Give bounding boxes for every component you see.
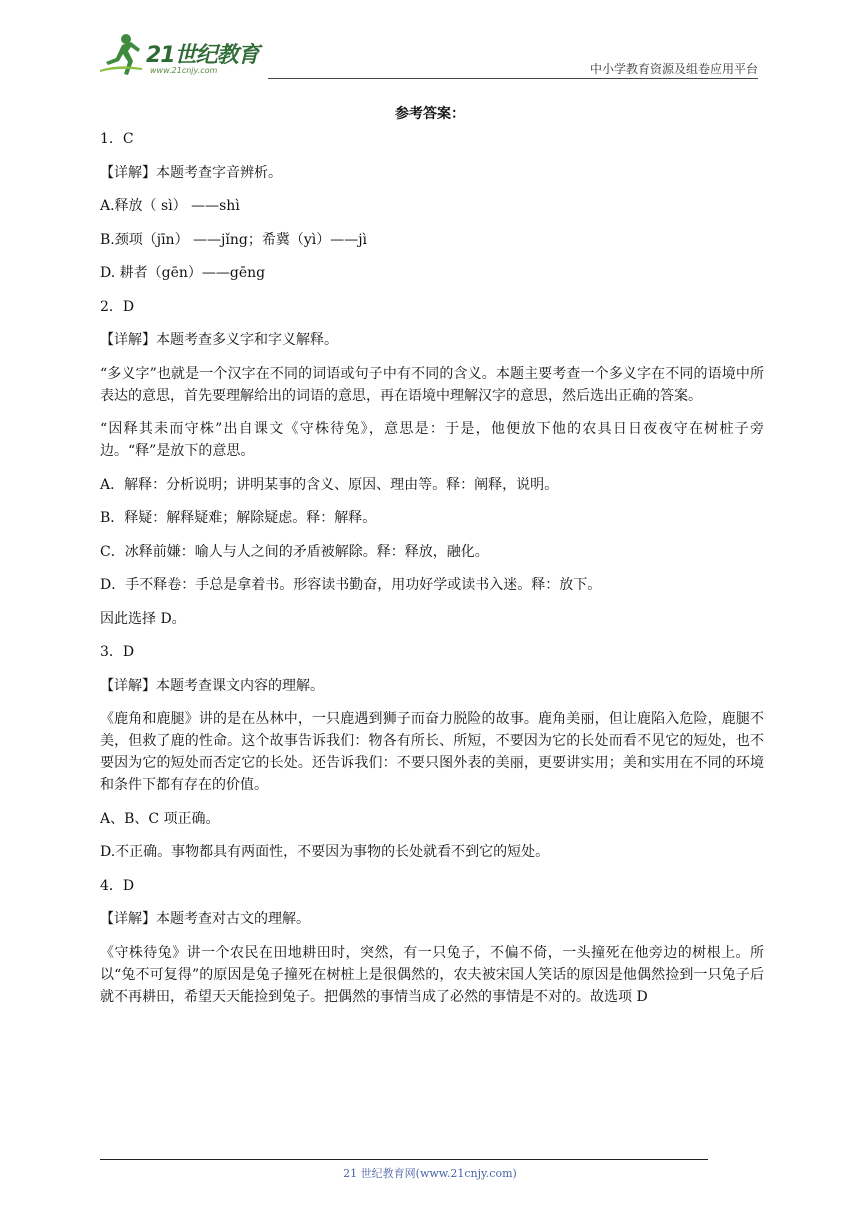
- paragraph: C．冰释前嫌：喻人与人之间的矛盾被解除。释：释放，融化。: [100, 543, 489, 560]
- paragraph: 1．C: [100, 131, 134, 147]
- paragraph: 2．D: [100, 298, 135, 315]
- paragraph: 【详解】本题考查课文内容的理解。: [100, 677, 324, 694]
- logo-url: www.21cnjy.com: [150, 66, 218, 75]
- paragraph: A、B、C 项正确。: [100, 810, 220, 827]
- site-logo: [98, 32, 268, 78]
- paragraph: “多义字”也就是一个汉字在不同的词语或句子中有不同的含义。本题主要考查一个多义字在不同的语境中所表达的意思，首先要理解给出的词语的意思，再在语境中理解汉字的意思，然后选出正确的答案。: [100, 365, 764, 404]
- paragraph: “因释其耒而守株”出自课文《守株待兔》，意思是：于是，他便放下他的农具日日夜夜守在树桩子旁边。“释”是放下的意思。: [100, 421, 764, 459]
- answer-content: [100, 128, 764, 1019]
- paragraph: D.不正确。事物都具有两面性，不要因为事物的长处就看不到它的短处。: [100, 844, 550, 860]
- platform-name: 中小学教育资源及组卷应用平台: [589, 62, 758, 76]
- paragraph: 【详解】本题考查多义字和字义解释。: [100, 332, 338, 348]
- paragraph: A.释放（ sì） ——shì: [100, 198, 240, 214]
- footer-divider: [100, 1159, 708, 1160]
- paragraph: A．解释：分析说明；讲明某事的含义、原因、理由等。释：阐释，说明。: [100, 476, 559, 493]
- paragraph: 因此选择 D。: [100, 610, 186, 627]
- paragraph: 【详解】本题考查对古文的理解。: [100, 911, 310, 927]
- page-title: 参考答案：: [395, 106, 465, 122]
- paragraph: 《守株待兔》讲一个农民在田地耕田时，突然，有一只兔子，不偏不倚，一头撞死在他旁边的树根上。所以“兔不可复得”的原因是兔子撞死在树桩上是很偶然的，农夫被宋国人笑话的原因是他偶然捡到一只兔子后就不再耕田，希望天天能捡到兔子。把偶然的事情当成了必然的事情是不对的。故选项 D: [100, 944, 764, 1005]
- header-divider: [268, 78, 758, 79]
- logo-title: 21世纪教育: [146, 43, 259, 68]
- page-header: [98, 30, 758, 80]
- runner-logo-icon: [98, 32, 146, 76]
- page-footer[interactable]: 21 世纪教育网(www.21cnjy.com): [343, 1167, 517, 1180]
- paragraph: 4．D: [100, 877, 135, 894]
- paragraph: 【详解】本题考查字音辨析。: [100, 164, 282, 181]
- paragraph: D. 耕者（gēn）——gēng: [100, 265, 266, 281]
- paragraph: B．释疑：解释疑难；解除疑虑。释：解释。: [100, 510, 377, 526]
- paragraph: D．手不释卷：手总是拿着书。形容读书勤奋，用功好学或读书入迷。释：放下。: [100, 577, 602, 593]
- paragraph: 《鹿角和鹿腿》讲的是在丛林中，一只鹿遇到狮子而奋力脱险的故事。鹿角美丽，但让鹿陷入危险，鹿腿不美，但救了鹿的性命。这个故事告诉我们：物各有所长、所短，不要因为它的长处而看不见它的短处，也不要因为它的短处而否定它的长处。还告诉我们：不要只图外表的美丽，更要讲实用；美和实用在不同的环境和条件下都有存在的价值。: [100, 711, 764, 793]
- paragraph: B.颈项（jīn） ——jǐng；希冀（yì）——jì: [100, 231, 368, 248]
- paragraph: 3．D: [100, 644, 135, 660]
